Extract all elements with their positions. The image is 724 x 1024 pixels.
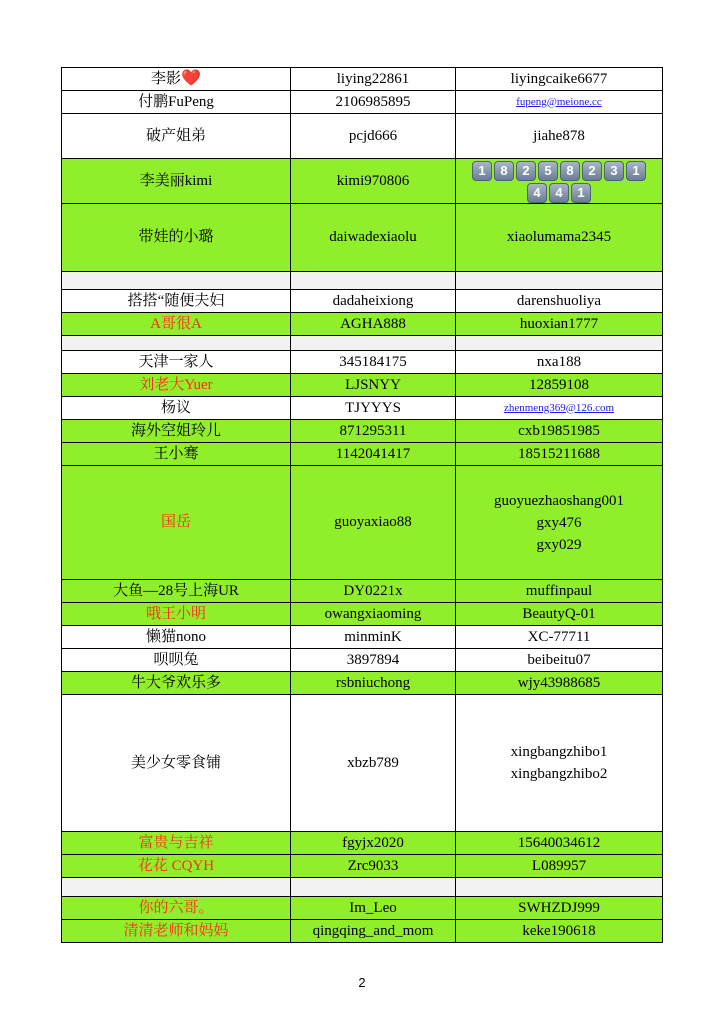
- keycap-digit-icon: 4: [549, 183, 569, 203]
- alt-cell: SWHZDJ999: [456, 897, 663, 920]
- name-cell: [62, 443, 291, 466]
- name-cell: [62, 878, 291, 897]
- alt-cell: [456, 336, 663, 351]
- name-cell: [62, 290, 291, 313]
- name-cell: [62, 91, 291, 114]
- id-cell: kimi970806: [291, 159, 456, 204]
- id-cell: pcjd666: [291, 114, 456, 159]
- email-link[interactable]: fupeng@meione.cc: [516, 95, 602, 108]
- name-text: 哦王小明: [145, 605, 206, 622]
- table-row: [62, 695, 663, 832]
- table-row: [62, 272, 663, 290]
- name-text: 大鱼—28号上海UR: [113, 582, 239, 599]
- table-row: [62, 91, 663, 114]
- id-cell: [291, 878, 456, 897]
- table-row: [62, 878, 663, 897]
- keycap-digit-icon: 3: [604, 161, 624, 181]
- alt-cell: nxa188: [456, 351, 663, 374]
- id-cell: 2106985895: [291, 91, 456, 114]
- table-row: [62, 672, 663, 695]
- name-cell: [62, 114, 291, 159]
- table-row: [62, 374, 663, 397]
- name-text: 付鹏FuPeng: [138, 93, 214, 110]
- alt-cell: jiahe878: [456, 114, 663, 159]
- id-cell: 871295311: [291, 420, 456, 443]
- id-cell: dadaheixiong: [291, 290, 456, 313]
- name-cell: [62, 695, 291, 832]
- name-cell: [62, 159, 291, 204]
- alt-cell: xiaolumama2345: [456, 204, 663, 272]
- name-text: 李影: [151, 71, 182, 87]
- table-row: [62, 68, 663, 91]
- table-row: [62, 897, 663, 920]
- contact-table-body: [62, 68, 663, 943]
- name-text: 花花 CQYH: [137, 857, 215, 874]
- alt-cell: 15640034612: [456, 832, 663, 855]
- keycap-digit-icon: 8: [494, 161, 514, 181]
- id-cell: fgyjx2020: [291, 832, 456, 855]
- id-cell: owangxiaoming: [291, 603, 456, 626]
- table-row: [62, 855, 663, 878]
- name-cell: [62, 649, 291, 672]
- name-text: 你的六哥。: [138, 899, 214, 916]
- name-text: 天津一家人: [138, 353, 214, 370]
- name-cell: [62, 272, 291, 290]
- name-text: 清清老师和妈妈: [123, 922, 229, 939]
- name-cell: [62, 466, 291, 580]
- id-cell: TJYYYS: [291, 397, 456, 420]
- name-cell: [62, 420, 291, 443]
- alt-line: guoyuezhaoshang001: [494, 492, 624, 509]
- alt-cell: [456, 91, 663, 114]
- alt-cell: 12859108: [456, 374, 663, 397]
- alt-cell: huoxian1777: [456, 313, 663, 336]
- name-text: 懒猫nono: [145, 628, 206, 645]
- name-cell: [62, 374, 291, 397]
- name-text: 李美丽kimi: [139, 172, 213, 189]
- keycap-digit-icon: 4: [527, 183, 547, 203]
- keycap-number: [467, 159, 652, 203]
- name-text: 美少女零食铺: [130, 754, 221, 771]
- name-cell: [62, 832, 291, 855]
- name-cell: [62, 397, 291, 420]
- table-row: [62, 114, 663, 159]
- name-cell: [62, 68, 291, 91]
- id-cell: rsbniuchong: [291, 672, 456, 695]
- keycap-digit-icon: 2: [582, 161, 602, 181]
- id-cell: DY0221x: [291, 580, 456, 603]
- name-cell: [62, 855, 291, 878]
- keycap-digit-icon: 8: [560, 161, 580, 181]
- id-cell: xbzb789: [291, 695, 456, 832]
- page-number: 2: [358, 975, 366, 990]
- name-cell: [62, 336, 291, 351]
- table-row: [62, 204, 663, 272]
- id-cell: [291, 272, 456, 290]
- alt-cell: [456, 878, 663, 897]
- email-link[interactable]: zhenmeng369@126.com: [503, 401, 615, 414]
- alt-cell: keke190618: [456, 920, 663, 943]
- heart-icon: ❤️: [181, 70, 201, 87]
- table-row: [62, 466, 663, 580]
- alt-cell: BeautyQ-01: [456, 603, 663, 626]
- keycap-digit-icon: 1: [472, 161, 492, 181]
- name-text: 呗呗兔: [153, 651, 199, 668]
- name-text: 王小骞: [153, 445, 199, 462]
- alt-cell: L089957: [456, 855, 663, 878]
- alt-cell: muffinpaul: [456, 580, 663, 603]
- name-text: 刘老大Yuer: [139, 376, 213, 393]
- keycap-digit-icon: 1: [571, 183, 591, 203]
- alt-cell: liyingcaike6677: [456, 68, 663, 91]
- id-cell: Zrc9033: [291, 855, 456, 878]
- table-row: [62, 626, 663, 649]
- table-row: [62, 920, 663, 943]
- table-row: [62, 443, 663, 466]
- table-row: [62, 159, 663, 204]
- alt-line: xingbangzhibo2: [510, 766, 608, 782]
- alt-line: gxy029: [536, 536, 582, 553]
- contact-table: [61, 67, 663, 943]
- table-row: [62, 290, 663, 313]
- name-cell: [62, 351, 291, 374]
- id-cell: [291, 336, 456, 351]
- alt-cell: [456, 466, 663, 580]
- alt-cell: cxb19851985: [456, 420, 663, 443]
- name-cell: [62, 920, 291, 943]
- table-row: [62, 397, 663, 420]
- table-row: [62, 351, 663, 374]
- id-cell: 3897894: [291, 649, 456, 672]
- alt-cell: [456, 272, 663, 290]
- name-text: 带娃的小璐: [138, 229, 214, 245]
- id-cell: liying22861: [291, 68, 456, 91]
- alt-cell: [456, 695, 663, 832]
- name-cell: [62, 580, 291, 603]
- table-row: [62, 832, 663, 855]
- name-cell: [62, 603, 291, 626]
- id-cell: qingqing_and_mom: [291, 920, 456, 943]
- alt-cell: wjy43988685: [456, 672, 663, 695]
- keycap-digit-icon: 5: [538, 161, 558, 181]
- alt-cell: beibeitu07: [456, 649, 663, 672]
- table-row: [62, 420, 663, 443]
- id-cell: 345184175: [291, 351, 456, 374]
- alt-cell: XC-77711: [456, 626, 663, 649]
- name-text: 牛大爷欢乐多: [130, 674, 221, 691]
- table-row: [62, 336, 663, 351]
- name-cell: [62, 626, 291, 649]
- id-cell: LJSNYY: [291, 374, 456, 397]
- table-row: [62, 313, 663, 336]
- id-cell: minminK: [291, 626, 456, 649]
- id-cell: AGHA888: [291, 313, 456, 336]
- name-text: 国岳: [160, 514, 191, 530]
- alt-cell: darenshuoliya: [456, 290, 663, 313]
- table-row: [62, 649, 663, 672]
- name-cell: [62, 204, 291, 272]
- name-text: 富贵与吉祥: [138, 834, 214, 851]
- table-row: [62, 603, 663, 626]
- id-cell: Im_Leo: [291, 897, 456, 920]
- alt-line: xingbangzhibo1: [510, 744, 608, 760]
- id-cell: guoyaxiao88: [291, 466, 456, 580]
- name-text: 搭搭“随便夫妇: [127, 292, 225, 309]
- name-text: 杨议: [160, 399, 191, 416]
- alt-cell: 18515211688: [456, 443, 663, 466]
- table-row: [62, 580, 663, 603]
- name-text: 海外空姐玲儿: [130, 422, 221, 439]
- alt-line: gxy476: [536, 514, 582, 531]
- name-cell: [62, 313, 291, 336]
- id-cell: 1142041417: [291, 443, 456, 466]
- alt-cell: [456, 159, 663, 204]
- name-cell: [62, 672, 291, 695]
- id-cell: daiwadexiaolu: [291, 204, 456, 272]
- keycap-digit-icon: 2: [516, 161, 536, 181]
- name-text: 破产姐弟: [145, 127, 206, 144]
- name-text: A哥很A: [150, 315, 202, 332]
- alt-cell: [456, 397, 663, 420]
- name-cell: [62, 897, 291, 920]
- keycap-digit-icon: 1: [626, 161, 646, 181]
